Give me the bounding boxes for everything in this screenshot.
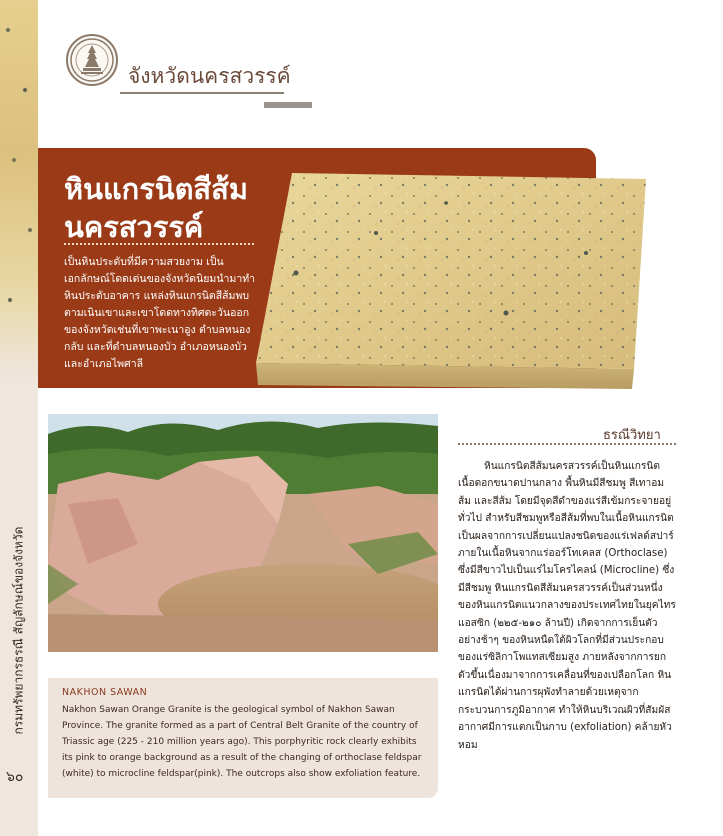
geology-heading: ธรณีวิทยา [603, 428, 661, 443]
outcrop-photo [48, 414, 438, 652]
caption-text: Nakhon Sawan Orange Granite is the geological symbol of Nakhon Sawan Province. The granite formed as a part of Central Belt Granite of the country of Triassic age (225 - 210 million years ago). This porphyritic rock clearly exhibits its pink to orange background as a result of the changing of orthoclase feldspar (white) to microcline feldspar(pink). The outcrops also show exfoliation feature. [62, 705, 422, 779]
feature-heading-line2: นครสวรรค์ [64, 210, 204, 244]
dotted-divider [64, 243, 254, 245]
page-number: ๖๐ [6, 769, 24, 785]
english-caption-box [48, 678, 438, 798]
feature-intro: เป็นหินประดับที่มีความสวยงาม เป็นเอกลักษณ์โดดเด่นของจังหวัดนิยมนำมาทำหินประดับอาคาร แหล่งหินแกรนิตสีส้มพบตามเนินเขาและเขาโดดทางทิศตะวันออกของจังหวัดเช่นที่เขาพะเนาอูง ตำบลหนองกลับ และที่ตำบลหนองบัว อำเภอหนองบัว และอำเภอไพศาลี [64, 256, 256, 370]
title-bar [264, 102, 312, 108]
title-rule [120, 92, 284, 94]
geology-divider [458, 443, 676, 445]
granite-slab-image [256, 173, 646, 391]
side-granite-texture [0, 0, 38, 380]
geology-text: หินแกรนิตสีส้มนครสวรรค์เป็นหินแกรนิตเนื้อดอกขนาดปานกลาง พื้นหินมีสีชมพู สีเทาอมส้ม และสีส้ม โดยมีจุดสีดำของแร่สีเข้มกระจายอยู่ทั่วไป สำหรับสีชมพูหรือสีส้มที่พบในเนื้อหินแกรนิตเป็นผลจากการเปลี่ยนแปลงชนิดของแร่เฟลด์สปาร์ภายในเนื้อหินจากแร่ออร์โทเคลส (Orthoclase) ซึ่งมีสีขาวไปเป็นแร่ไมโครไคลน์ (Microcline) ซึ่งมีสีชมพู หินแกรนิตสีส้มนครสวรรค์เป็นส่วนหนึ่งของหินแกรนิตแนวกลางของประเทศไทยในยุคไทรแอสซิก (๒๒๕-๒๑๐ ล้านปี) เกิดจากการเย็นตัวอย่างช้าๆ ของหินหนืดใต้ผิวโลกที่มีส่วนประกอบของแร่ซิลิกาโพแทสเซียมสูง ภายหลังจากการยกตัวขึ้นเนื่องมาจากการเคลื่อนที่ของเปลือกโลก หินแกรนิตได้ผ่านการผุพังทำลายด้วยเหตุจากกระบวนการภูมิอากาศ ทำให้หินบริเวณผิวที่สัมผัสอากาศมีการแตกเป็นกาบ (exfoliation) คล้ายหัวหอม [458, 461, 676, 751]
sidebar-vertical-text: กรมทรัพยากรธรณี สัญลักษณ์ของจังหวัด [11, 526, 26, 734]
feature-heading [64, 170, 248, 246]
feature-heading-line1: หินแกรนิตสีส้ม [64, 172, 248, 206]
caption-heading: NAKHON SAWAN [62, 687, 148, 698]
province-title: จังหวัดนครสวรรค์ [128, 64, 291, 88]
side-vertical-label [3, 520, 35, 740]
provincial-seal-icon [66, 34, 118, 86]
